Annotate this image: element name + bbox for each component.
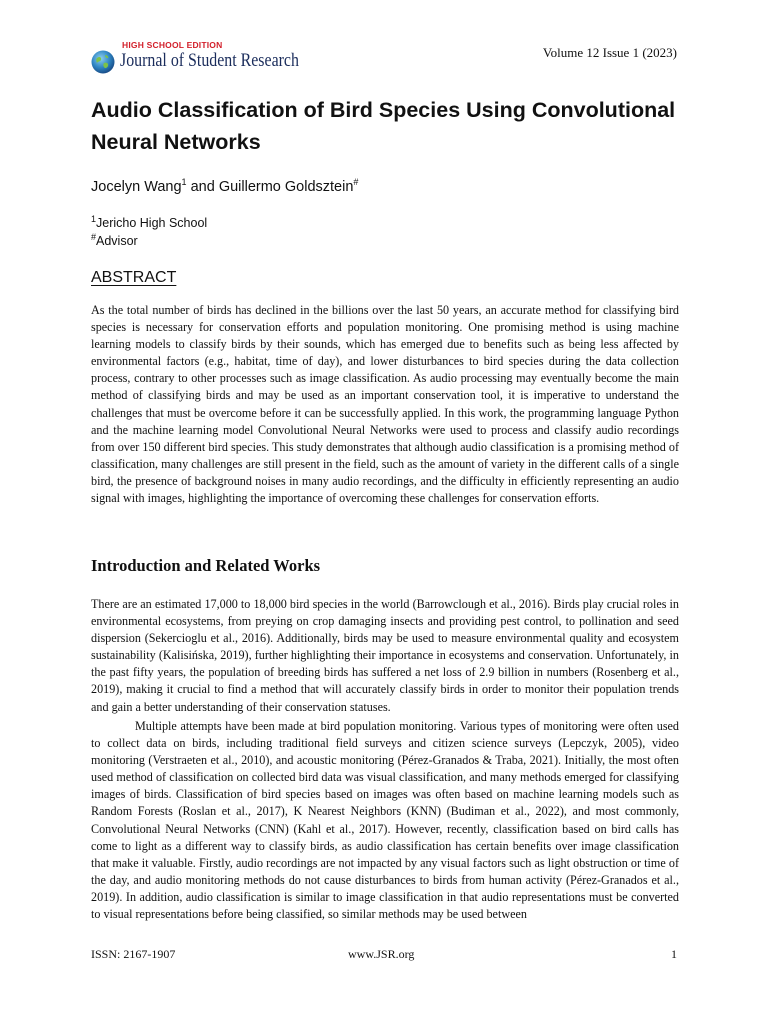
author-line bbox=[91, 179, 358, 195]
author-connector: and bbox=[186, 179, 219, 195]
affiliation-mark: # bbox=[91, 231, 97, 242]
affiliation-mark: 1 bbox=[181, 177, 187, 188]
author-name: Guillermo Goldsztein bbox=[218, 179, 354, 195]
globe-icon bbox=[91, 50, 115, 74]
journal-name: Journal of Student Research bbox=[120, 51, 299, 71]
paper-title: Audio Classification of Bird Species Using Convolutional Neural Networks bbox=[91, 98, 676, 154]
footer-website-link[interactable]: www.JSR.org bbox=[348, 947, 415, 961]
affiliation-text: Advisor bbox=[96, 234, 138, 248]
affiliation-mark: 1 bbox=[91, 213, 97, 224]
body-paragraph: There are an estimated 17,000 to 18,000 bird species in the world (Barrowclough et al., 2016). Birds play crucial roles in environmental ecosystems, from preying on crop damaging insects and providing pest control, to pollination and seed dispersion (Sekercioglu et al., 2016). Additionally, birds may be used to measure environmental quality and ecosystem sustainability (Kalisińska, 2019), further highlighting their importance in ecosystems and conservation. Unfortunately, in the past fifty years, the population of breeding birds has suffered a net loss of 2.9 billion in numbers (Rosenberg et al., 2019), making it crucial to find a method that will accurately classify birds in order to monitor their population trends and gain a better understanding of their conservation statuses. bbox=[91, 597, 679, 714]
affiliation-text: Jericho High School bbox=[96, 216, 208, 230]
volume-issue: Volume 12 Issue 1 (2023) bbox=[542, 45, 677, 60]
abstract-paragraph: As the total number of birds has declined in the billions over the last 50 years, an accurate method for classifying bird species is necessary for conservation efforts and population monitoring. One promising method is using machine learning models to classify birds by their sounds, which has emerged due to benefits such as being less affected by environmental factors (e.g., habitat, time of day), and lower disturbances to bird species during the data collection process, contrary to other processes such as image classification. As audio processing may eventually become the main method of classifying birds and may be used as an important conservation tool, it is imperative to understand the challenges that must be overcome before it can be successfully applied. In this work, the programming language Python and the machine learning model Convolutional Neural Networks were used to process and classify audio recordings from over 150 different bird species. This study demonstrates that although audio classification is a promising method of classification, many challenges are still present in the field, such as the amount of variety in the different calls of a single bird, the presence of background noises in many audio recordings, and the difficulty in efficiently representing an audio signal with images, highlighting the importance of overcoming these challenges for conservation efforts. bbox=[91, 303, 679, 506]
journal-edition-label: HIGH SCHOOL EDITION bbox=[122, 40, 223, 50]
section-heading: Introduction and Related Works bbox=[91, 556, 321, 575]
affiliation bbox=[91, 213, 208, 230]
body-paragraph: Multiple attempts have been made at bird population monitoring. Various types of monitoring were often used to collect data on birds, including traditional field surveys and citizen science surveys (Lepczyk, 2005), video monitoring (Verstraeten et al., 2010), and acoustic monitoring (Pérez-Granados & Traba, 2021). Initially, the most often used method of classification on collected bird data was visual classification, and many methods emerged for classifying images of birds. Classification of bird species based on images was often based on machine learning models such as Random Forests (Roslan et al., 2017), K Nearest Neighbors (KNN) (Budiman et al., 2022), and most commonly, Convolutional Neural Networks (CNN) (Kahl et al., 2017). However, recently, classification based on bird calls has come to light as a different way to classify birds, as audio classification has certain benefits over image classification that make it valuable. Firstly, audio recordings are not impacted by any visual factors such as light obstruction or time of the day, and audio monitoring methods do not cause disturbances to birds from human activity (Pérez-Granados et al., 2019). In addition, audio classification is similar to image classification in that audio representations must be converted to visual representations before being classified, so similar methods may be used between bbox=[91, 719, 679, 922]
author-name: Jocelyn Wang bbox=[91, 179, 182, 195]
affiliation bbox=[91, 231, 138, 248]
abstract-heading: ABSTRACT bbox=[91, 269, 177, 286]
affiliation-mark: # bbox=[353, 177, 359, 188]
footer-issn: ISSN: 2167-1907 bbox=[91, 947, 176, 961]
page-number: 1 bbox=[671, 947, 677, 961]
journal-logo bbox=[91, 40, 311, 76]
